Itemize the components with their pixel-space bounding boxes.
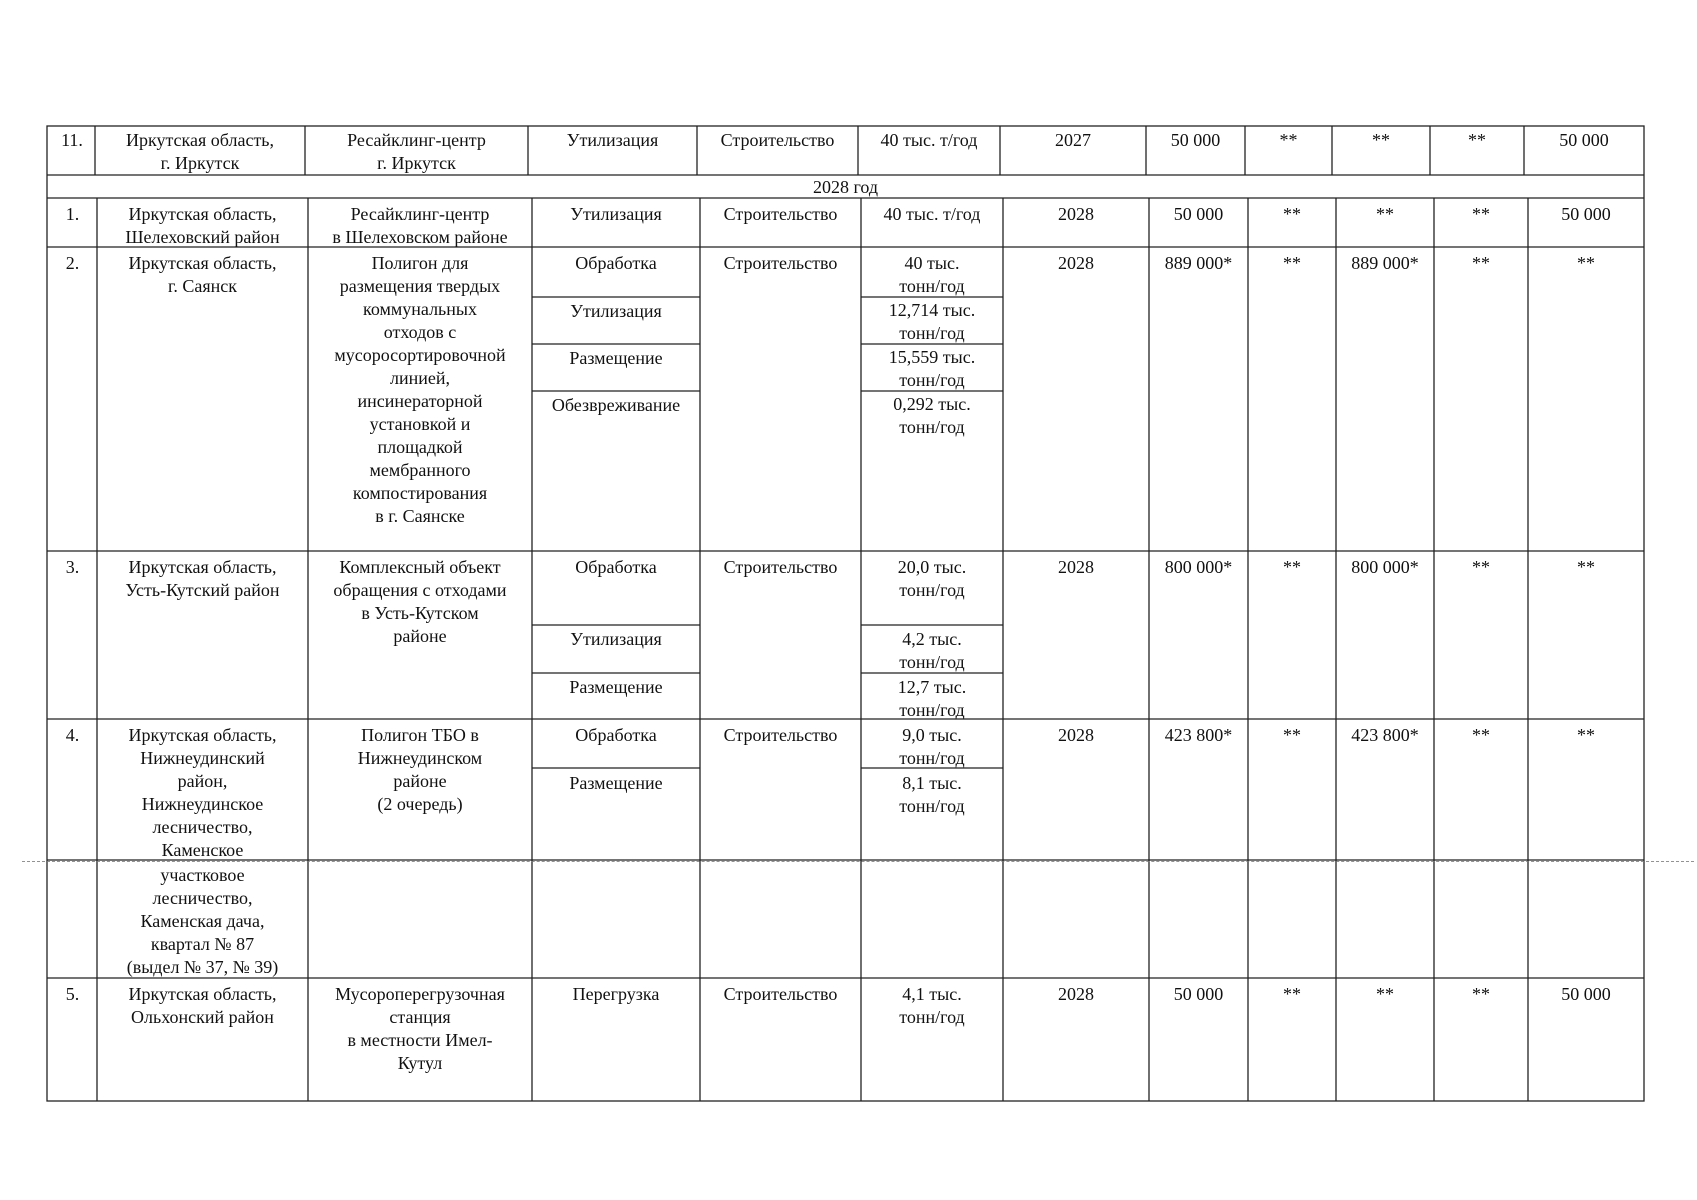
year-cell: 2028 [1058, 253, 1094, 273]
capacity-cell: 9,0 тыс. тонн/год [899, 725, 965, 768]
funding-cell-1: ** [1283, 984, 1301, 1004]
location-cell: Иркутская область, Ольхонский район [128, 984, 277, 1027]
capacity-cell: 40 тыс. т/год [880, 130, 978, 150]
total-cell: 423 800* [1164, 725, 1233, 745]
funding-cell-2: 800 000* [1351, 557, 1419, 577]
funding-cell-4: ** [1577, 557, 1595, 577]
object-cell: Ресайклинг-центр в Шелеховском районе [332, 204, 508, 247]
total-cell: 800 000* [1164, 557, 1233, 577]
funding-cell-3: ** [1468, 130, 1486, 150]
capacity-cell: 12,7 тыс. тонн/год [897, 677, 967, 720]
funding-cell-2: ** [1376, 984, 1394, 1004]
funding-cell-3: ** [1472, 725, 1490, 745]
year-cell: 2027 [1055, 130, 1091, 150]
location-cell: Иркутская область, Шелеховский район [125, 204, 280, 247]
activity-cell: Утилизация [570, 301, 662, 321]
capacity-cell: 15,559 тыс. тонн/год [888, 347, 976, 390]
funding-cell-3: ** [1472, 253, 1490, 273]
row-number: 2. [65, 253, 80, 273]
year-cell: 2028 [1058, 204, 1094, 224]
capacity-cell: 4,1 тыс. тонн/год [899, 984, 965, 1027]
year-cell: 2028 [1058, 725, 1094, 745]
activity-cell: Утилизация [566, 130, 659, 150]
funding-cell-4: ** [1577, 725, 1595, 745]
activity-cell: Перегрузка [572, 984, 660, 1004]
funding-cell-3: ** [1472, 204, 1490, 224]
object-cell: Полигон ТБО в Нижнеудинском районе (2 очередь) [357, 725, 483, 814]
capacity-cell: 40 тыс. т/год [883, 204, 981, 224]
object-cell: Ресайклинг-центр г. Иркутск [347, 130, 486, 173]
capacity-cell: 40 тыс. тонн/год [899, 253, 965, 296]
work-type-cell: Строительство [723, 253, 838, 273]
object-cell: Полигон для размещения твердых коммунальных отходов с мусоросортировочной линией, инсинераторной установкой и площадкой мембранного компостирования в г. Саянске [334, 253, 506, 526]
funding-cell-2: ** [1376, 204, 1394, 224]
funding-cell-4: ** [1577, 253, 1595, 273]
year-cell: 2028 [1058, 984, 1094, 1004]
capacity-cell: 20,0 тыс. тонн/год [897, 557, 967, 600]
row-number: 3. [65, 557, 80, 577]
total-cell: 50 000 [1173, 204, 1224, 224]
row-number: 5. [65, 984, 80, 1004]
location-cell-continued: участковое лесничество, Каменская дача, квартал № 87 (выдел № 37, № 39) [126, 865, 279, 977]
row-number: 11. [61, 130, 83, 150]
funding-cell-4: 50 000 [1561, 984, 1611, 1004]
activity-cell: Обезвреживание [551, 395, 681, 415]
funding-cell-3: ** [1472, 984, 1490, 1004]
activity-cell: Обработка [575, 725, 657, 745]
activity-cell: Обработка [575, 253, 657, 273]
total-cell: 50 000 [1173, 984, 1224, 1004]
activity-cell: Утилизация [570, 629, 662, 649]
work-type-cell: Строительство [720, 130, 835, 150]
work-type-cell: Строительство [723, 725, 838, 745]
work-type-cell: Строительство [723, 557, 838, 577]
activity-cell: Размещение [569, 677, 663, 697]
location-cell: Иркутская область, г. Саянск [128, 253, 277, 296]
section-header-2028: 2028 год [812, 177, 879, 197]
activity-cell: Размещение [569, 773, 663, 793]
funding-cell-2: 423 800* [1351, 725, 1419, 745]
funding-cell-1: ** [1283, 725, 1301, 745]
funding-cell-2: 889 000* [1351, 253, 1419, 273]
funding-cell-4: 50 000 [1559, 130, 1609, 150]
funding-cell-1: ** [1283, 204, 1301, 224]
funding-cell-1: ** [1283, 557, 1301, 577]
total-cell: 50 000 [1170, 130, 1221, 150]
activity-cell: Обработка [575, 557, 657, 577]
location-cell: Иркутская область, Нижнеудинский район, Нижнеудинское лесничество, Каменское [128, 725, 277, 860]
funding-cell-4: 50 000 [1561, 204, 1611, 224]
funding-cell-2: ** [1372, 130, 1390, 150]
year-cell: 2028 [1058, 557, 1094, 577]
work-type-cell: Строительство [723, 984, 838, 1004]
capacity-cell: 8,1 тыс. тонн/год [899, 773, 965, 816]
funding-cell-3: ** [1472, 557, 1490, 577]
row-number: 1. [65, 204, 80, 224]
work-type-cell: Строительство [723, 204, 838, 224]
location-cell: Иркутская область, Усть-Кутский район [125, 557, 280, 600]
total-cell: 889 000* [1164, 253, 1233, 273]
location-cell: Иркутская область, г. Иркутск [125, 130, 275, 173]
capacity-cell: 12,714 тыс. тонн/год [888, 300, 976, 343]
activity-cell: Размещение [569, 348, 663, 368]
object-cell: Комплексный объект обращения с отходами в Усть-Кутском районе [333, 557, 507, 646]
object-cell: Мусороперегрузочная станция в местности Имел- Кутул [335, 984, 505, 1073]
capacity-cell: 4,2 тыс. тонн/год [899, 629, 965, 672]
capacity-cell: 0,292 тыс. тонн/год [893, 394, 971, 437]
funding-cell-1: ** [1283, 253, 1301, 273]
funding-cell-1: ** [1279, 130, 1298, 150]
row-number: 4. [65, 725, 80, 745]
activity-cell: Утилизация [570, 204, 662, 224]
